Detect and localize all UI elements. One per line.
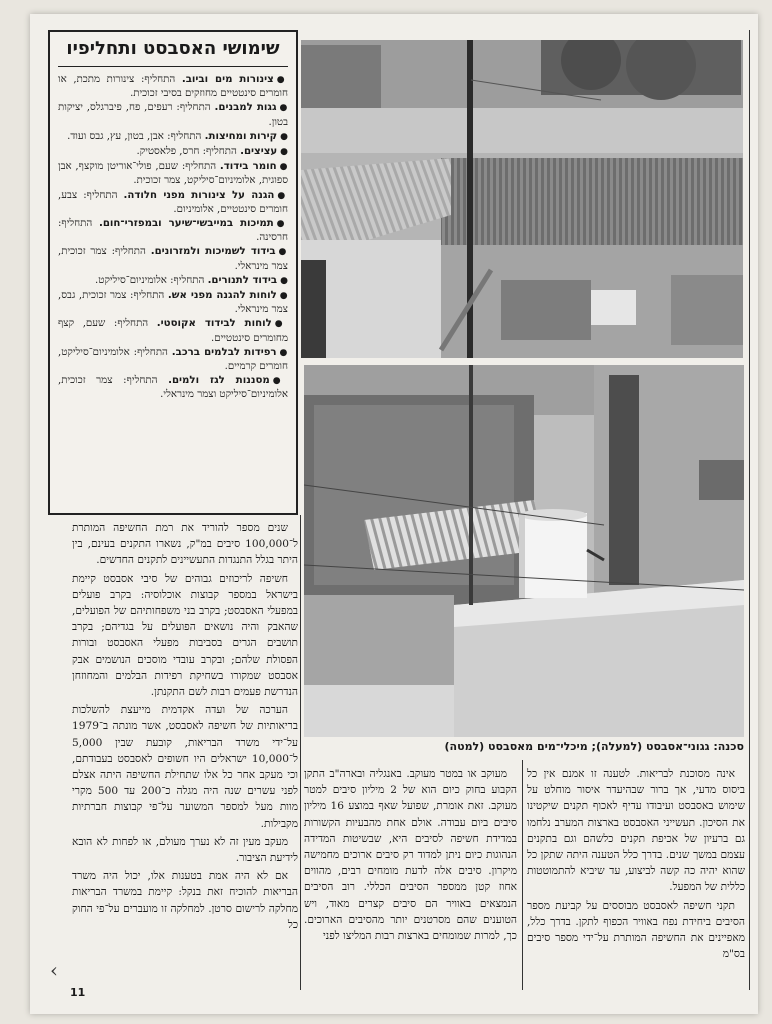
- item-heading: לוחות להגנה מפני אש.: [167, 290, 277, 302]
- item-text: התחליף: חרס, פלאסטיק.: [136, 146, 241, 158]
- sidebar-list-item: [58, 73, 288, 100]
- item-text: התחליף: שעם, פולי־אוריטן מוקצף, אבן ספוגית, אלומיניום־סיליקט, צמר זכוכית.: [58, 161, 288, 187]
- column-divider: [522, 760, 523, 990]
- item-heading: תמיכות במייבשי־שיער ובמפזרי־חום.: [98, 218, 274, 230]
- sidebar-list-item: [58, 217, 288, 244]
- bullet-icon: ●: [280, 275, 288, 286]
- article-paragraph: חשיפה לריכוזים גבוהים של סיבי אסבסט קיימת בישראל במספר קבוצות אוכלוסיה: בקרב פועלים במפעלי האסבסט; בקרב בני משפחותיהם של הפועלים, שהאבק והיה נושאים הפועלים על בגדיהם; בקרב תושבים הגרים בסביבות מפעלי האסבסט ובורות הפסולת שלהם; ובקרב עובדי מוסכים הנושמים אבק אסבסט שמקורו בשחיקת רפידות הבלמים והמחוזחן הנדרשת פעמים רבות לשם התקנתן.: [72, 572, 298, 699]
- bullet-icon: ●: [272, 376, 289, 387]
- item-text: התחליף: אלומיניום־סיליקט, חומרים קרמיים.: [58, 346, 288, 373]
- page-border-rule: [749, 30, 750, 990]
- column-divider: [300, 760, 301, 990]
- item-heading: הגנה על צינורות מפני חלודה.: [123, 189, 275, 201]
- photo-asbestos-roofs: [301, 40, 743, 358]
- column-divider: [300, 515, 301, 760]
- bullet-icon: ●: [277, 190, 289, 201]
- bullet-icon: ●: [279, 103, 288, 114]
- article-paragraph: שנים מספר להוריד את רמת החשיפה המותרת ל־100,000 סיבים במ"ק, נשארו התקנים בעינם, בין היתר בגלל התנגדות התעשיינים לתקנים החדשים.: [72, 522, 298, 567]
- article-paragraph: אם לא היה אמת בטענות אלו, יכול היה משרד הבריאות להוכיח זאת בנקל: קיימת במשרד הבריאות מחלקה לרישום סרטן. למחלקה זו מועברים על־פי החוק כל: [72, 870, 298, 931]
- asbestos-roofs-image: [301, 40, 743, 358]
- item-text: התחליף: רעפים, פח, פיברגלס, יציקות בטון.: [58, 102, 288, 128]
- sidebar-list-item: [58, 346, 288, 373]
- article-paragraph: תקני חשיפה לאסבסט מבוססים על קביעת מספר הסיבים ביחידת נפח באוויר הכפוף לתקן. בדרך כלל, מאפיינים את החשיפה המותרת על־ידי מספר סיבים בס"מ: [527, 899, 745, 961]
- bullet-icon: ●: [274, 319, 288, 330]
- bullet-icon: ●: [279, 347, 288, 358]
- sidebar-title: שימושי האסבסט ותחליפיו: [58, 38, 288, 67]
- sidebar-list-item: [58, 289, 288, 316]
- item-text: התחליף: צמר זכוכית, אלומיניום־סיליקט וצמר מינראלי.: [58, 375, 288, 401]
- item-heading: גגות למבנים.: [214, 102, 277, 114]
- item-text: התחליף: צמר זכוכית, גבס, צמר מינראלי.: [58, 290, 288, 316]
- item-text: התחליף: חרסינה.: [58, 218, 288, 244]
- item-heading: קירות ומחיצות.: [204, 130, 278, 142]
- article-paragraph: מעוקב או במטר מעוקב. באנגליה ובארה"ב התקן הקבוע בחוק כיום הוא של 2 מיליון סיבים למטר מעוקב. זאת אומרת, שפועל שאף במוצע 16 מיליון סיבים ביום עבודה. אולם אחת מהבעיות הקשורות במדידת חשיפה לסיבים היא, שבשיטות המדידה הנהוגות כיום ניתן למדוד רק סיבים ארוכים מחמישה מיקרון. סיבים אלה לדעת מומחים רבים, מהווים אחוז קטן ממספר הסיבים הכללי. רוב הסיבים הנמצאים באוויר הם סיבים קצרים מאוד, ויש הטוענים שהם מסרטנים יותר מהסיבים הארוכים. כך, למרות שמומחים בארצות רבות המליצו לפני: [304, 768, 517, 943]
- text-column-left: [72, 520, 298, 985]
- water-tank-image: [304, 365, 744, 737]
- item-text: התחליף: צינורות מתכת, או חומרים סינטטיים מחוזקים בסיבי זכוכית.: [58, 74, 288, 100]
- item-heading: עציצים.: [240, 146, 278, 158]
- sidebar-list-item: [58, 145, 288, 159]
- bullet-icon: ●: [276, 219, 288, 230]
- sidebar-list-item: [58, 374, 288, 401]
- item-text: התחליף: אבן, בטון, עץ, גבס ועוד.: [67, 130, 205, 142]
- item-heading: לוחות לבידוד אקוסטי.: [156, 318, 272, 330]
- item-heading: בידוד לשמיכות ולמזרונים.: [150, 246, 276, 258]
- sidebar-list-item: [58, 245, 288, 272]
- bullet-icon: ●: [279, 162, 289, 173]
- item-text: התחליף: צמר זכוכית, צמר מינראלי.: [58, 246, 288, 272]
- sidebar-box: [48, 30, 298, 515]
- article-paragraph: מעקב מעין זה לא נערך מעולם, או לפחות לא הובא לידיעת הציבור.: [72, 835, 298, 865]
- item-text: התחליף: שעם, קצף מחומרים סינטטיים.: [58, 318, 288, 344]
- item-heading: בידוד לתנורים.: [207, 274, 278, 286]
- item-heading: רפידות לבלמים ברכב.: [171, 346, 277, 358]
- page-number: 11: [70, 986, 86, 999]
- photo-asbestos-water-tanks: [304, 365, 744, 737]
- bullet-icon: ●: [278, 247, 288, 258]
- sidebar-list-item: [58, 274, 288, 288]
- bullet-icon: ●: [280, 131, 288, 142]
- item-heading: חומר בידוד.: [219, 161, 277, 173]
- photo-caption: סכנה: גגוני־אסבסט (למעלה); מיכלי־מים מאסבסט (למטה): [444, 740, 744, 753]
- continue-arrow-icon: ‹: [50, 958, 58, 982]
- bullet-icon: ●: [276, 75, 289, 85]
- item-heading: צינורות מים וביוב.: [181, 74, 274, 85]
- text-column-right: [527, 766, 745, 991]
- bullet-icon: ●: [279, 291, 288, 302]
- sidebar-list-item: [58, 160, 288, 187]
- bullet-icon: ●: [280, 147, 288, 158]
- item-heading: מסננות לגז ולמים.: [168, 375, 270, 387]
- sidebar-list-item: [58, 189, 288, 216]
- sidebar-list-item: [58, 101, 288, 128]
- text-column-middle: [304, 766, 517, 991]
- item-text: התחליף: אלומיניום־סיליקט.: [95, 274, 208, 286]
- item-text: התחליף: צבע, חומרים סינטטיים, אלומיניום.: [58, 189, 288, 215]
- sidebar-list-item: [58, 130, 288, 144]
- article-paragraph: אינה מסוכנת לבריאות. לטענה זו אמנם אין כל ביסוס מדעי, אך ברור שבהיעדר איסור מוחלט על שימוש באסבסט ועיבודו עדיף לאכוף תקנים שיקטינו את הסיכון. תעשייני האסבסט בארצות המערב נלחמו גם ברעיון של אכיפת תקנים כלשהם וגם בתקנים עצמם במשך שנים. בדרך כלל הטענה היתה שתקן כל שהוא יהיה כה קשה לביצוע, עד שיביא להתמוטטות כללית של המפעל.: [527, 768, 745, 894]
- article-paragraph: הערכה של ועדה אקדמית מייעצת להשלכות בריאותיות של חשיפה לאסבסט, אשר מונתה ב־1979 על־ידי משרד הבריאות, קובעת שבין 5,000 ל־10,000 ישראלים היו חשופים לאסבסט בעבודתם, וכי מעקב אחר כל אלו שתחילת החשיפה היתה אצלם לפני עשרים שנה היה מגלה כ־200 עד 500 מקרי מוות מעל למספר המשוער על־פי קבוצות חברתיות מקבילות.: [72, 704, 298, 830]
- sidebar-list-item: [58, 317, 288, 344]
- sidebar-list: [58, 73, 288, 402]
